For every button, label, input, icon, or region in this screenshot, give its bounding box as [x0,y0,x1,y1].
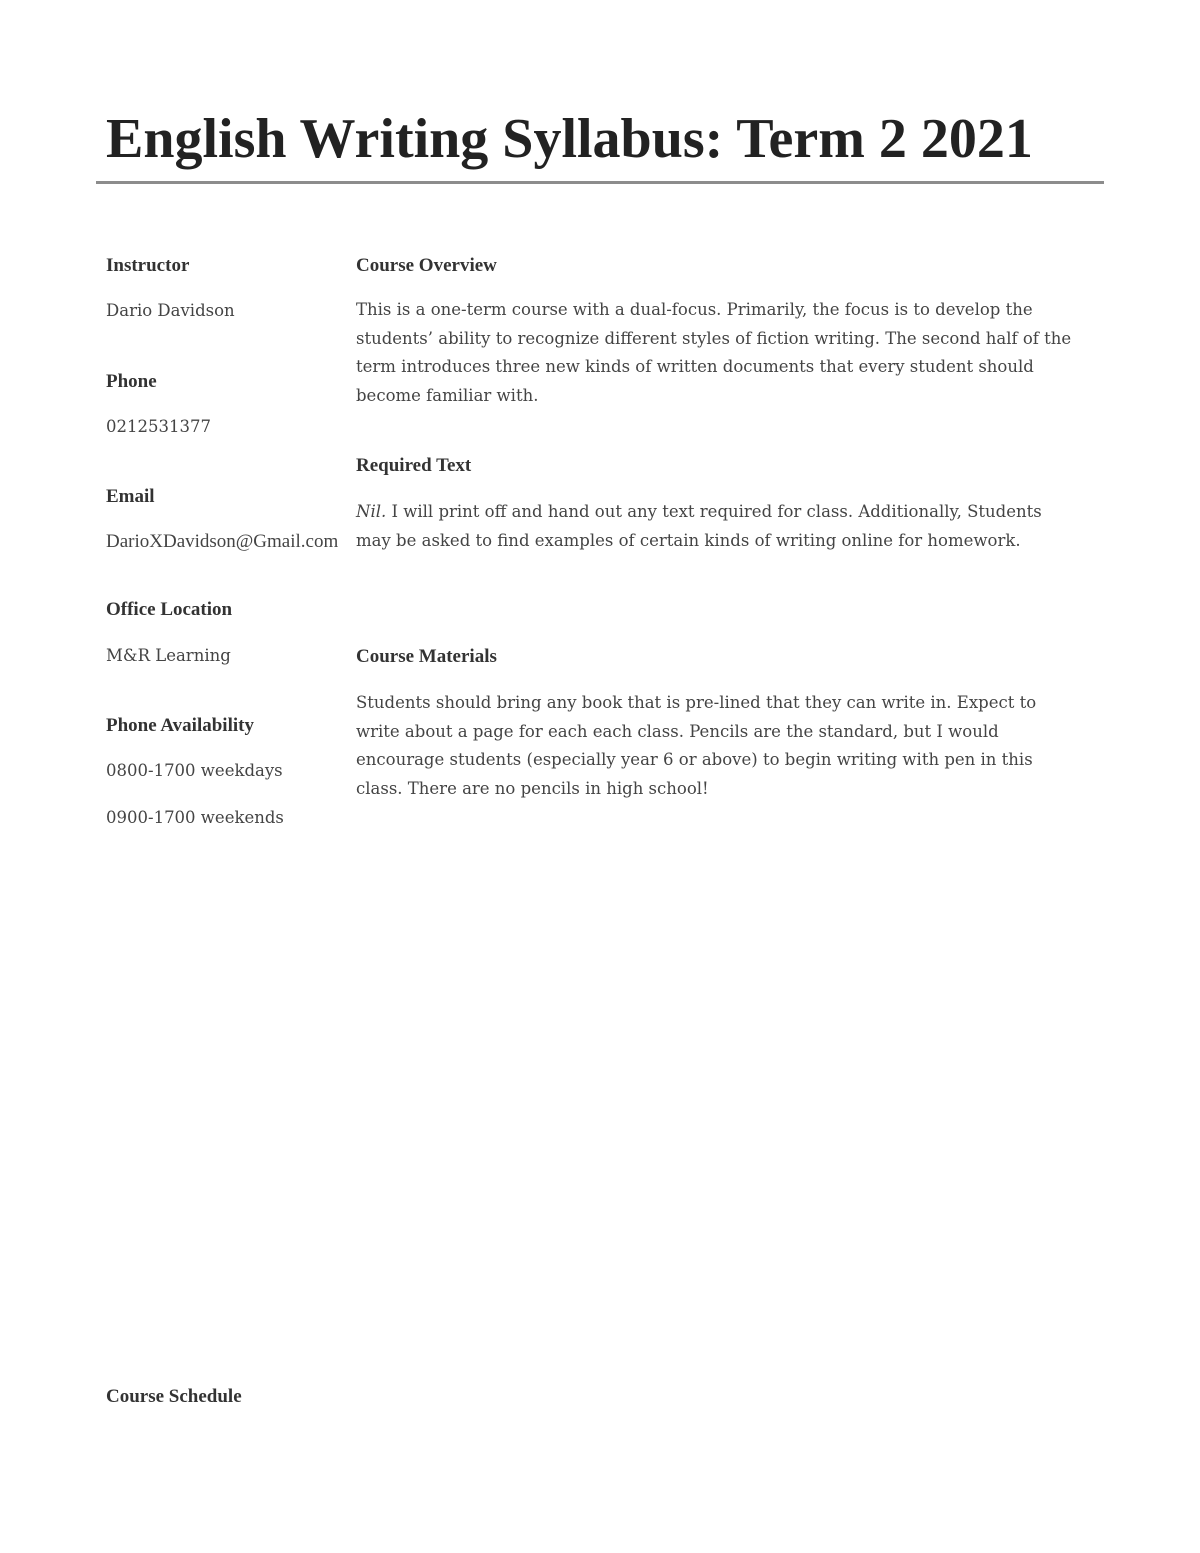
required-text-line [356,498,1096,527]
required-text-heading: Required Text [356,455,472,476]
course-overview-text [356,296,1096,410]
overview-line: become familiar with. [356,385,539,405]
course-materials-heading: Course Materials [356,646,497,667]
page-title: English Writing Syllabus: Term 2 2021 [106,108,1033,170]
availability-weekdays: 0800-1700 weekdays [106,761,283,780]
office-location-value: M&R Learning [106,646,231,665]
required-text-line: may be asked to find examples of certain kinds of writing online for homework. [356,530,1021,550]
phone-availability-label: Phone Availability [106,715,254,736]
phone-value: 0212531377 [106,417,211,436]
required-text-nil: Nil. [356,502,387,521]
title-divider [96,181,1104,184]
instructor-label: Instructor [106,255,190,276]
email-label: Email [106,486,155,507]
instructor-name: Dario Davidson [106,301,235,320]
overview-line: term introduces three new kinds of written documents that every student should [356,357,1034,376]
office-location-label: Office Location [106,599,233,620]
materials-line: class. There are no pencils in high school! [356,778,709,798]
course-schedule-heading: Course Schedule [106,1386,242,1407]
email-value: DarioXDavidson@Gmail.com [106,531,339,552]
materials-line: write about a page for each each class. Pencils are the standard, but I would [356,721,999,741]
availability-weekends: 0900-1700 weekends [106,808,284,827]
materials-line: Students should bring any book that is pre-lined that they can write in. Expect to [356,693,1037,712]
required-text-body [356,498,1096,555]
course-overview-heading: Course Overview [356,255,497,276]
overview-line: This is a one-term course with a dual-focus. Primarily, the focus is to develop the [356,300,1033,319]
phone-label: Phone [106,371,157,392]
overview-line: students’ ability to recognize different styles of fiction writing. The second half of the [356,328,1072,348]
course-materials-text [356,689,1096,803]
required-text-line1-rest: I will print off and hand out any text required for class. Additionally, Students [386,502,1042,521]
materials-line: encourage students (especially year 6 or above) to begin writing with pen in this [356,750,1033,769]
